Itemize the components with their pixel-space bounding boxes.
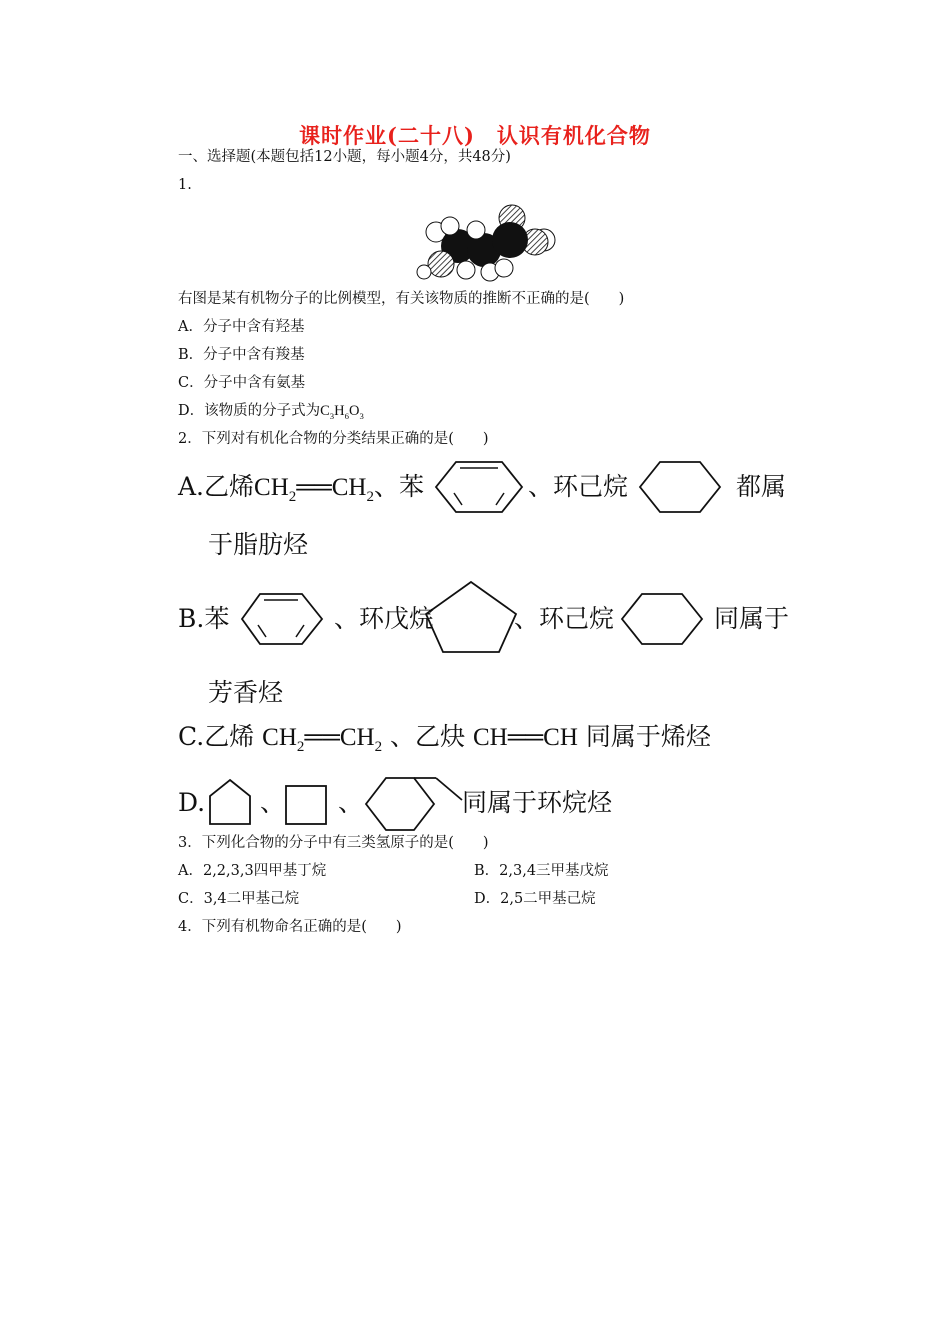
cyclopentane-small-icon — [208, 778, 252, 826]
q2-option-a-line1: A.乙烯$CH_2══CH_2$、苯 — [178, 472, 424, 505]
q2-option-c: C.乙烯 $CH_2══CH_2$ 、乙炔 CH══CH 同属于烯烃 — [178, 722, 711, 755]
molecule-model-icon — [420, 200, 560, 280]
q2-option-b-line1: B.苯 — [178, 604, 230, 633]
q1-formula: $C_3H_6O_3$ — [320, 403, 364, 421]
q2-stem: 2．下列对有机化合物的分类结果正确的是( ) — [178, 431, 489, 447]
q2-option-b-sep2: 、环己烷 — [514, 604, 615, 633]
q2-option-d-tail: 同属于环烷烃 — [462, 788, 613, 817]
q1-stem: 右图是某有机物分子的比例模型，有关该物质的推断不正确的是( ) — [178, 291, 625, 307]
q2-option-d-sep1: 、 — [260, 788, 286, 817]
q3-option-b: B．2,3,4三甲基戊烷 — [474, 863, 609, 879]
benzene-icon — [240, 592, 324, 646]
q1-number: 1. — [178, 177, 192, 193]
q3-option-c: C．3,4二甲基己烷 — [178, 891, 300, 907]
q1-option-d-text: D．该物质的分子式为 — [178, 403, 321, 419]
q2-option-b-line2: 芳香烃 — [208, 678, 284, 707]
benzene-icon — [434, 460, 524, 514]
page-title: 课时作业(二十八) 认识有机化合物 — [299, 123, 651, 148]
q2-option-a-sep2: 、环己烷 — [528, 472, 629, 501]
cyclohexane-icon — [620, 592, 704, 646]
methylcyclohexane-icon — [364, 776, 464, 832]
q1-option-b: B．分子中含有羧基 — [178, 347, 305, 363]
cyclohexane-icon — [638, 460, 722, 514]
q2-option-d-sep2: 、 — [338, 788, 364, 817]
q3-option-a: A．2,2,3,3四甲基丁烷 — [178, 863, 327, 879]
q3-stem: 3．下列化合物的分子中有三类氢原子的是( ) — [178, 835, 489, 851]
q2-option-a-tail: 都属 — [736, 472, 787, 501]
q4-stem: 4．下列有机物命名正确的是( ) — [178, 919, 402, 935]
q2-option-a-line2: 于脂肪烃 — [208, 530, 309, 559]
q1-option-c: C．分子中含有氨基 — [178, 375, 306, 391]
q2-option-d-label: D. — [178, 788, 206, 817]
q1-option-d — [178, 402, 364, 425]
q3-option-d: D．2,5二甲基己烷 — [474, 891, 596, 907]
cyclopentane-icon — [424, 580, 518, 656]
q1-option-a: A．分子中含有羟基 — [178, 319, 305, 335]
q2-option-b-sep1: 、环戊烷 — [334, 604, 435, 633]
cyclobutane-icon — [284, 784, 328, 826]
q2-option-b-tail: 同属于 — [714, 604, 790, 633]
section-heading: 一、选择题(本题包括12小题，每小题4分，共48分) — [178, 149, 511, 165]
